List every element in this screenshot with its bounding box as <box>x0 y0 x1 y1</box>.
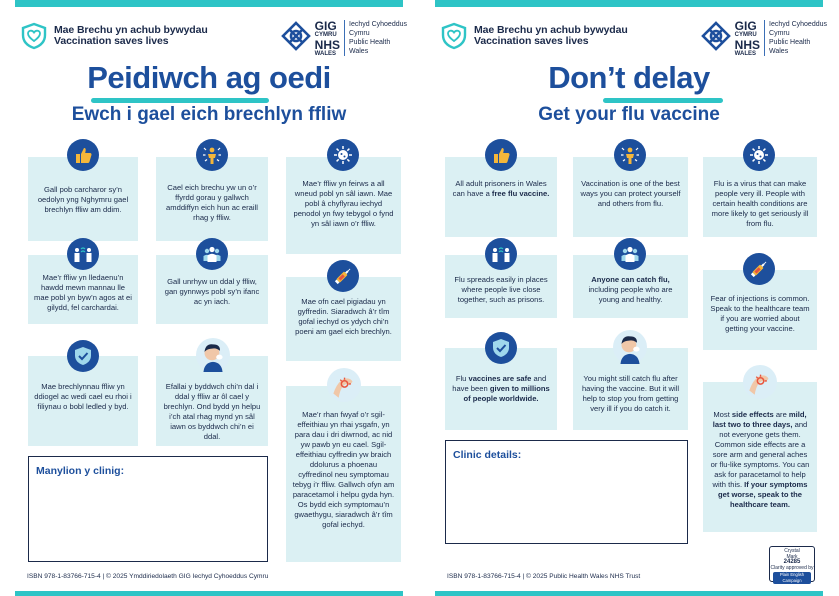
vaccination-saves-lives-logo <box>440 22 628 50</box>
footer-copyright: ISBN 978-1-83766-715-4 | © 2025 Public Health Wales NHS Trust <box>447 573 641 580</box>
card-text: Efallai y byddwch chi’n dal i ddal y ffliw ar ôl cael y brechlyn. Ond bydd yn helpu i’ch atal rhag mynd yn sâl iawn os byddwch chi’n ei ddal. <box>163 382 261 441</box>
heart-shield-icon <box>440 22 468 50</box>
nhs-cymru-text: CYMRU <box>314 32 337 38</box>
nhs-nhs-text: NHS <box>314 38 341 52</box>
footer-copyright: ISBN 978-1-83766-715-4 | © 2025 Ymddiriedolaeth GIG Iechyd Cyhoeddus Cymru <box>27 573 269 580</box>
thumbs-up-icon <box>485 139 517 171</box>
glowing-person-icon <box>614 139 646 171</box>
card-text <box>451 374 551 404</box>
top-accent-bar <box>435 0 823 7</box>
card-text-part: Most <box>713 410 732 419</box>
sick-person-icon <box>196 338 230 372</box>
card-text-part: including people who are young and healthy. <box>588 285 673 304</box>
org-welsh-line2: Cymru <box>349 30 370 37</box>
nhs-wales-logo <box>280 20 407 58</box>
crystal-mark-badge <box>769 546 815 582</box>
card-text: Flu is a virus that can make people very ill. People with certain health conditions are more likely to get seriously ill from flu. <box>711 179 809 228</box>
brand-line-english: Vaccination saves lives <box>54 35 169 47</box>
bottom-accent-bar <box>15 591 403 596</box>
nhs-gig-text: GIG <box>314 19 337 33</box>
thumbs-up-icon <box>67 139 99 171</box>
card-text: Gall pob carcharor sy’n oedolyn yng Nghymru gael brechlyn ffliw am ddim. <box>37 185 129 214</box>
org-welsh-line2: Cymru <box>769 30 790 37</box>
top-accent-bar <box>15 0 403 7</box>
brand-line-welsh: Mae Brechu yn achub bywydau <box>54 23 208 36</box>
card-text: Gall unrhyw un ddal y ffliw, gan gynnwys pobl sy’n ifanc ac yn iach. <box>164 277 260 306</box>
welsh-poster-page <box>3 0 415 596</box>
glowing-person-icon <box>196 139 228 171</box>
clinic-details-box[interactable] <box>445 440 688 544</box>
public-health-wales-name <box>764 20 827 56</box>
arm-injection-icon <box>327 368 361 402</box>
card-text-part: and not everyone gets them. Common side effects are a sore arm and general aches or flu-like symptoms. You can ask for paracetamol to help with this. <box>710 420 810 489</box>
card-text-part: are <box>773 410 789 419</box>
virus-icon <box>743 139 775 171</box>
card-text: Vaccination is one of the best ways you can protect yourself and others from flu. <box>580 179 681 208</box>
clinic-details-box[interactable] <box>28 456 268 562</box>
brand-line-english: Vaccination saves lives <box>474 35 589 47</box>
org-english-line1: Public Health <box>349 39 391 46</box>
card-side-effects <box>286 386 401 562</box>
card-text-bold: Anyone can catch flu, <box>591 275 670 284</box>
group-icon <box>196 238 228 270</box>
card-text-bold: free flu vaccine. <box>491 189 550 198</box>
people-spreading-icon <box>485 238 517 270</box>
crystal-mark-tag: Plain English Campaign <box>773 572 811 583</box>
card-text-bold: side effects <box>731 410 774 419</box>
card-text <box>451 179 551 199</box>
public-health-wales-name <box>344 20 407 56</box>
page-subtitle: Ewch i gael eich brechlyn ffliw <box>71 104 347 125</box>
nhs-cymru-text: CYMRU <box>734 32 757 38</box>
org-english-line2: Wales <box>769 48 789 55</box>
clinic-details-label: Clinic details: <box>453 449 522 461</box>
nhs-wales-text: WALES <box>314 51 337 57</box>
org-welsh-line1: Iechyd Cyhoeddus <box>349 21 407 28</box>
card-text: Mae ofn cael pigiadau yn gyffredin. Siaradwch â’r tîm gofal iechyd os ydych chi’n poeni am gael eich brechlyn. <box>295 297 392 336</box>
card-text <box>579 275 682 305</box>
nhs-gig-text: GIG <box>734 19 757 33</box>
card-text-part: Flu <box>455 374 469 383</box>
clinic-details-label: Manylion y clinig: <box>36 465 125 477</box>
bottom-accent-bar <box>435 591 823 596</box>
virus-icon <box>327 139 359 171</box>
card-virus <box>286 157 401 254</box>
nhs-nhs-text: NHS <box>734 38 761 52</box>
arm-injection-icon <box>743 365 777 399</box>
vaccination-saves-lives-logo <box>20 22 208 50</box>
card-text: Flu spreads easily in places where people live close together, such as prisons. <box>454 275 548 304</box>
syringe-icon <box>327 260 359 292</box>
sick-person-icon <box>613 330 647 364</box>
shield-check-icon <box>485 332 517 364</box>
card-text: Mae’r rhan fwyaf o’r sgil-effeithiau yn rhai ysgafn, yn para dau i dri diwrnod, ac nid yw pawb yn eu cael. Sgil-effeithiau cyffredin yw braich ddolurus a phoenau cyffredinol neu symptomau tebyg i’r ffliw. Gallwch ofyn am paracetamol i helpu gyda hyn. Os bydd eich symptomau’n gwaethygu, siaradwch â’r tîm gofal iechyd. <box>292 410 395 529</box>
page-title: Peidiwch ag oedi <box>87 60 331 95</box>
card-text-part: All adult prisoners in Wales can have a <box>452 179 547 198</box>
card-side-effects <box>703 382 817 532</box>
nhs-wales-knot-icon <box>700 20 732 52</box>
card-text: Cael eich brechu yw un o’r ffyrdd gorau y gallwch amddiffyn eich hun ac eraill rhag y ffliw. <box>166 183 258 222</box>
card-text-bold: given to millions of people worldwide. <box>463 384 550 403</box>
card-text-bold: mild, last two to three days, <box>712 410 807 429</box>
card-text-part: and have been <box>452 374 547 393</box>
people-spreading-icon <box>67 238 99 270</box>
org-english-line1: Public Health <box>769 39 811 46</box>
crystal-mark-line2: Mark <box>786 553 798 560</box>
org-english-line2: Wales <box>349 48 369 55</box>
group-icon <box>614 238 646 270</box>
card-text: Mae’r ffliw yn feirws a all wneud pobl yn sâl iawn. Mae pobl â chyflyrau iechyd penodol yn fwy tebygol o fynd yn sâl iawn o’r ffliw. <box>293 179 394 228</box>
crystal-mark-line1: Crystal <box>784 548 800 554</box>
card-text <box>709 410 811 510</box>
card-text: You might still catch flu after having the vaccine. But it will help to stop you from getting very ill if you do catch it. <box>581 374 680 413</box>
page-subtitle: Get your flu vaccine <box>538 104 720 125</box>
shield-check-icon <box>67 340 99 372</box>
title-underline <box>603 98 723 103</box>
card-text-bold: vaccines are safe <box>468 374 532 383</box>
org-welsh-line1: Iechyd Cyhoeddus <box>769 21 827 28</box>
brand-line-welsh: Mae Brechu yn achub bywydau <box>474 23 628 36</box>
card-text: Fear of injections is common. Speak to the healthcare team if you are worried about getting your vaccine. <box>710 294 810 333</box>
crystal-mark-number: 24285 <box>783 559 801 566</box>
card-text: Mae’r ffliw yn lledaenu’n hawdd mewn mannau lle mae pobl yn byw’n agos at ei gilydd, fel carchardai. <box>34 273 132 312</box>
syringe-icon <box>743 253 775 285</box>
page-title: Don’t delay <box>548 60 710 95</box>
nhs-wales-knot-icon <box>280 20 312 52</box>
title-underline <box>91 98 269 103</box>
card-text: Mae brechlynnau ffliw yn ddiogel ac wedi cael eu rhoi i filiynau o bobl ledled y byd. <box>34 382 132 411</box>
heart-shield-icon <box>20 22 48 50</box>
english-poster-page <box>423 0 835 596</box>
nhs-wales-text: WALES <box>734 51 757 57</box>
card-text-bold: If your symptoms get worse, speak to the healthcare team. <box>718 480 808 509</box>
crystal-mark-line3: Clarity approved by <box>770 564 814 571</box>
nhs-wales-logo <box>700 20 827 58</box>
